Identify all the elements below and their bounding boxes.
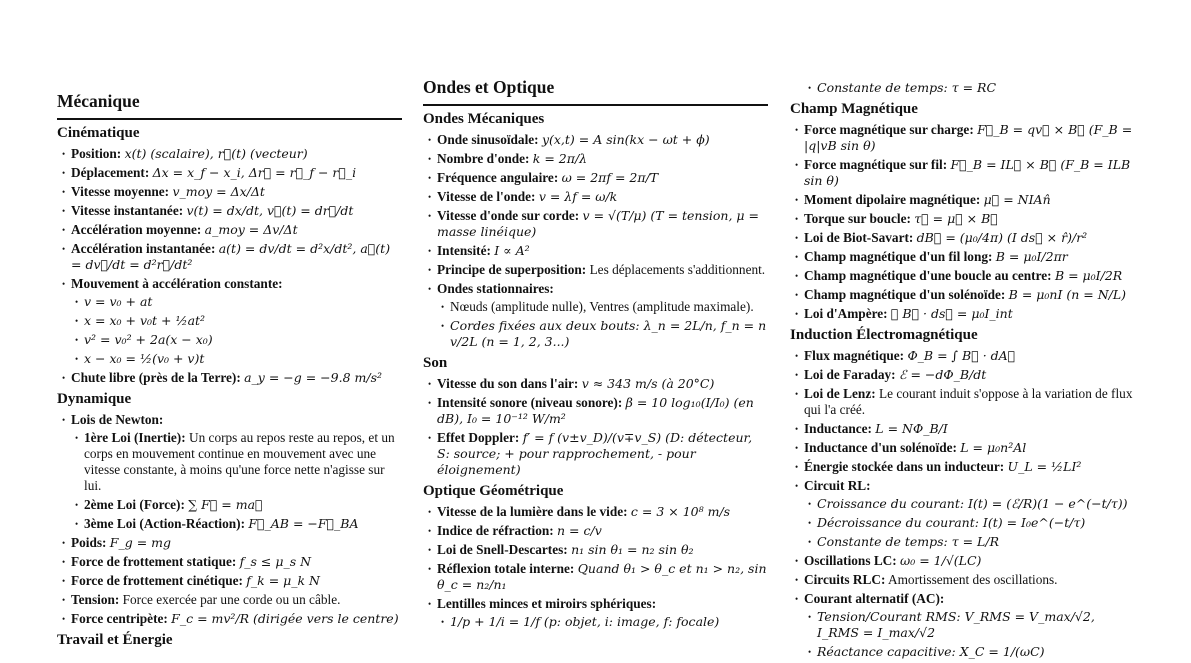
item-text: Les déplacements s'additionnent. — [589, 262, 766, 277]
item-label: Indice de réfraction: — [437, 523, 554, 538]
item-formula: x = x₀ + v₀t + ½at² — [84, 313, 206, 328]
item-formula: Constante de temps: τ = L/R — [817, 534, 999, 549]
item-label: Loi d'Ampère: — [804, 306, 888, 321]
subsection-title: Ondes Mécaniques — [423, 111, 545, 127]
item-formula: v ≈ 343 m/s (à 20°C) — [581, 376, 715, 391]
list-item — [804, 553, 1135, 569]
item-list — [790, 122, 1135, 322]
sub-list-item — [817, 534, 1135, 550]
item-label: Mouvement à accélération constante: — [71, 276, 283, 291]
item-formula: L = NΦ_B/I — [875, 421, 948, 436]
item-list — [423, 504, 768, 630]
list-item — [804, 268, 1135, 284]
item-formula: U_L = ½LI² — [1007, 459, 1082, 474]
item-formula: F_c = mv²/R (dirigée vers le centre) — [171, 611, 399, 626]
list-item — [71, 203, 402, 219]
item-label: Champ magnétique d'un fil long: — [804, 249, 993, 264]
item-formula: ∑ F⃗ = ma⃗ — [188, 497, 263, 512]
item-formula: Φ_B = ∫ B⃗ · dA⃗ — [907, 348, 1016, 363]
item-label: Loi de Snell-Descartes: — [437, 542, 568, 557]
item-label: Flux magnétique: — [804, 348, 905, 363]
item-list — [423, 376, 768, 478]
item-formula: L = μ₀n²Al — [960, 440, 1027, 455]
list-item — [437, 151, 768, 167]
item-formula: v = v₀ + at — [84, 294, 153, 309]
item-formula: ω₀ = 1/√(LC) — [900, 553, 982, 568]
item-formula: B = μ₀nI (n = N/L) — [1008, 287, 1127, 302]
list-item — [804, 192, 1135, 208]
sub-list-item — [84, 294, 402, 310]
sub-list-item — [84, 351, 402, 367]
item-label: Force magnétique sur fil: — [804, 157, 948, 172]
item-formula: μ⃗ = NIAn̂ — [983, 192, 1051, 207]
list-item — [71, 535, 402, 551]
item-label: Force de frottement statique: — [71, 554, 237, 569]
item-formula: v_moy = Δx/Δt — [172, 184, 265, 199]
item-formula: Croissance du courant: I(t) = (ℰ/R)(1 − e^(−t/τ)) — [817, 496, 1128, 511]
item-formula: v(t) = dx/dt, v⃗(t) = dr⃗/dt — [186, 203, 354, 218]
sub-list — [437, 299, 768, 350]
list-item — [437, 596, 768, 630]
item-label: Lentilles minces et miroirs sphériques: — [437, 596, 657, 611]
item-label: Champ magnétique d'une boucle au centre: — [804, 268, 1052, 283]
item-label: Loi de Biot-Savart: — [804, 230, 914, 245]
sub-list — [804, 496, 1135, 550]
item-label: Vitesse du son dans l'air: — [437, 376, 579, 391]
item-label: Accélération instantanée: — [71, 241, 216, 256]
item-formula: f′ = f (v±v_D)/(v∓v_S) (D: détecteur, S: source; + pour rapprochement, - pour éloignement) — [437, 430, 753, 477]
item-formula: Quand θ₁ > θ_c et n₁ > n₂, sin θ_c = n₂/n₁ — [437, 561, 767, 592]
list-item — [804, 367, 1135, 383]
item-label: Torque sur boucle: — [804, 211, 911, 226]
item-text: Un corps au repos reste au repos, et un corps en mouvement continue en mouvement avec une vitesse constante, à moins qu'une force nette n'agisse sur lui. — [84, 430, 395, 493]
subsection-title: Optique Géométrique — [423, 483, 564, 499]
item-formula: a(t) = dv/dt = d²x/dt², a⃗(t) = dv⃗/dt = d²r⃗/dt² — [71, 241, 391, 272]
item-formula: Cordes fixées aux deux bouts: λ_n = 2L/n, f_n = n v/2L (n = 1, 2, 3...) — [450, 318, 767, 349]
item-formula: ℰ = −dΦ_B/dt — [898, 367, 987, 382]
item-formula: F⃗_B = qv⃗ × B⃗ (F_B = |q|vB sin θ) — [804, 122, 1133, 153]
sub-list-item — [84, 516, 402, 532]
sub-list-item — [84, 313, 402, 329]
item-label: 3ème Loi (Action-Réaction): — [84, 516, 245, 531]
sub-list — [804, 609, 1135, 660]
item-label: Vitesse de la lumière dans le vide: — [437, 504, 628, 519]
list-item — [804, 287, 1135, 303]
item-label: Inductance d'un solénoïde: — [804, 440, 957, 455]
sub-list-item — [817, 644, 1135, 660]
item-formula: Décroissance du courant: I(t) = I₀e^(−t/τ) — [817, 515, 1086, 530]
list-item — [437, 376, 768, 392]
item-label: 1ère Loi (Inertie): — [84, 430, 186, 445]
item-label: Inductance: — [804, 421, 872, 436]
item-label: Vitesse d'onde sur corde: — [437, 208, 580, 223]
item-label: Vitesse instantanée: — [71, 203, 184, 218]
item-formula: a_moy = Δv/Δt — [204, 222, 298, 237]
list-item — [437, 281, 768, 350]
item-formula: F_g = mg — [109, 535, 171, 550]
list-item — [804, 440, 1135, 456]
subsection-title: Champ Magnétique — [790, 101, 918, 117]
list-item — [804, 386, 1135, 418]
list-item — [71, 592, 402, 608]
item-label: Tension: — [71, 592, 120, 607]
item-label: Moment dipolaire magnétique: — [804, 192, 981, 207]
column-mecanique — [57, 90, 402, 653]
item-label: Principe de superposition: — [437, 262, 587, 277]
item-formula: I ∝ A² — [494, 243, 530, 258]
item-label: Oscillations LC: — [804, 553, 897, 568]
item-formula: ω = 2πf = 2π/T — [561, 170, 659, 185]
item-list — [57, 412, 402, 627]
list-item — [437, 208, 768, 240]
list-item — [71, 611, 402, 627]
item-label: Force de frottement cinétique: — [71, 573, 243, 588]
item-list — [790, 80, 1135, 96]
item-label: Force centripète: — [71, 611, 168, 626]
item-formula: τ⃗ = μ⃗ × B⃗ — [914, 211, 998, 226]
item-formula: f_s ≤ μ_s N — [239, 554, 312, 569]
list-item — [804, 306, 1135, 322]
item-label: Chute libre (près de la Terre): — [71, 370, 241, 385]
list-item — [804, 122, 1135, 154]
list-item — [437, 170, 768, 186]
list-item — [804, 459, 1135, 475]
sub-list-item — [450, 614, 768, 630]
item-list — [57, 146, 402, 386]
list-item — [804, 421, 1135, 437]
list-item — [804, 211, 1135, 227]
sub-list-item — [817, 496, 1135, 512]
list-item — [71, 165, 402, 181]
item-label: Énergie stockée dans un inducteur: — [804, 459, 1005, 474]
item-formula: F⃗_B = IL⃗ × B⃗ (F_B = ILB sin θ) — [804, 157, 1131, 188]
list-item — [804, 348, 1135, 364]
sub-list — [71, 294, 402, 367]
item-label: Intensité sonore (niveau sonore): — [437, 395, 623, 410]
list-item — [71, 184, 402, 200]
list-item — [71, 276, 402, 367]
item-label: Force magnétique sur charge: — [804, 122, 974, 137]
list-item — [437, 561, 768, 593]
item-formula: Constante de temps: τ = RC — [817, 80, 997, 95]
item-label: Fréquence angulaire: — [437, 170, 559, 185]
item-formula: k = 2π/λ — [532, 151, 588, 166]
item-formula: ∮ B⃗ · ds⃗ = μ₀I_int — [890, 306, 1013, 321]
column-electromagnetisme — [790, 80, 1135, 663]
subsection-title: Travail et Énergie — [57, 632, 173, 648]
list-item — [437, 395, 768, 427]
item-label: Accélération moyenne: — [71, 222, 202, 237]
item-label: Vitesse de l'onde: — [437, 189, 536, 204]
item-formula: Δx = x_f − x_i, Δr⃗ = r⃗_f − r⃗_i — [152, 165, 357, 180]
item-label: Poids: — [71, 535, 107, 550]
section-title: Mécanique — [57, 90, 402, 120]
list-item — [804, 572, 1135, 588]
item-formula: F⃗_AB = −F⃗_BA — [248, 516, 359, 531]
list-item — [437, 243, 768, 259]
item-formula: Réactance capacitive: X_C = 1/(ωC) — [817, 644, 1045, 659]
item-label: Onde sinusoïdale: — [437, 132, 539, 147]
subsection-title: Cinématique — [57, 125, 140, 141]
list-item — [804, 230, 1135, 246]
sub-list-item — [817, 609, 1135, 641]
list-item — [437, 430, 768, 478]
item-formula: v² = v₀² + 2a(x − x₀) — [84, 332, 213, 347]
item-formula: dB⃗ = (μ₀/4π) (I ds⃗ × r̂)/r² — [916, 230, 1088, 245]
item-text: Nœuds (amplitude nulle), Ventres (amplitude maximale). — [450, 299, 754, 314]
item-text: Le courant induit s'oppose à la variation de flux qui l'a créé. — [804, 386, 1133, 417]
list-item — [437, 504, 768, 520]
item-text: Amortissement des oscillations. — [887, 572, 1058, 587]
item-label: Circuit RL: — [804, 478, 871, 493]
item-formula: x − x₀ = ½(v₀ + v)t — [84, 351, 205, 366]
list-item — [437, 189, 768, 205]
item-label: 2ème Loi (Force): — [84, 497, 185, 512]
list-item — [71, 554, 402, 570]
item-formula: β = 10 log₁₀(I/I₀) (en dB), I₀ = 10⁻¹² W/m² — [437, 395, 754, 426]
item-label: Intensité: — [437, 243, 491, 258]
list-item — [804, 478, 1135, 550]
item-label: Lois de Newton: — [71, 412, 164, 427]
column-ondes-optique — [423, 76, 768, 633]
sub-list — [437, 614, 768, 630]
item-formula: 1/p + 1/i = 1/f (p: objet, i: image, f: focale) — [450, 614, 720, 629]
item-label: Ondes stationnaires: — [437, 281, 554, 296]
list-item — [437, 542, 768, 558]
item-label: Réflexion totale interne: — [437, 561, 575, 576]
list-item — [437, 523, 768, 539]
item-list — [790, 348, 1135, 660]
item-formula: a_y = −g = −9.8 m/s² — [244, 370, 382, 385]
list-item — [817, 80, 1135, 96]
item-formula: f_k = μ_k N — [246, 573, 320, 588]
item-label: Effet Doppler: — [437, 430, 520, 445]
item-label: Déplacement: — [71, 165, 150, 180]
item-formula: c = 3 × 10⁸ m/s — [630, 504, 731, 519]
item-label: Courant alternatif (AC): — [804, 591, 945, 606]
sub-list — [71, 430, 402, 532]
item-formula: y(x,t) = A sin(kx − ωt + ϕ) — [541, 132, 710, 147]
subsection-title: Son — [423, 355, 448, 371]
list-item — [71, 241, 402, 273]
item-formula: v = λf = ω/k — [538, 189, 618, 204]
list-item — [71, 573, 402, 589]
list-item — [71, 370, 402, 386]
item-list — [423, 132, 768, 350]
item-formula: n = c/v — [557, 523, 602, 538]
section-title: Ondes et Optique — [423, 76, 768, 106]
sub-list-item — [84, 332, 402, 348]
item-formula: Tension/Courant RMS: V_RMS = V_max/√2, I_RMS = I_max/√2 — [817, 609, 1095, 640]
item-formula: n₁ sin θ₁ = n₂ sin θ₂ — [571, 542, 694, 557]
item-formula: B = μ₀I/2πr — [995, 249, 1068, 264]
list-item — [437, 132, 768, 148]
list-item — [71, 146, 402, 162]
item-label: Champ magnétique d'un solénoïde: — [804, 287, 1006, 302]
sub-list-item — [84, 430, 402, 494]
list-item — [71, 412, 402, 532]
item-formula: v = √(T/μ) (T = tension, μ = masse linéique) — [437, 208, 759, 239]
item-label: Circuits RLC: — [804, 572, 886, 587]
item-label: Vitesse moyenne: — [71, 184, 170, 199]
subsection-title: Dynamique — [57, 391, 132, 407]
item-label: Position: — [71, 146, 122, 161]
item-text: Force exercée par une corde ou un câble. — [122, 592, 341, 607]
list-item — [71, 222, 402, 238]
item-label: Nombre d'onde: — [437, 151, 530, 166]
sub-list-item — [84, 497, 402, 513]
list-item — [437, 262, 768, 278]
item-formula: B = μ₀I/2R — [1054, 268, 1123, 283]
subsection-title: Induction Électromagnétique — [790, 327, 978, 343]
list-item — [804, 157, 1135, 189]
item-formula: x(t) (scalaire), r⃗(t) (vecteur) — [124, 146, 308, 161]
sub-list-item — [450, 318, 768, 350]
sub-list-item — [817, 515, 1135, 531]
list-item — [804, 249, 1135, 265]
item-label: Loi de Lenz: — [804, 386, 876, 401]
item-label: Loi de Faraday: — [804, 367, 896, 382]
sub-list-item — [450, 299, 768, 315]
